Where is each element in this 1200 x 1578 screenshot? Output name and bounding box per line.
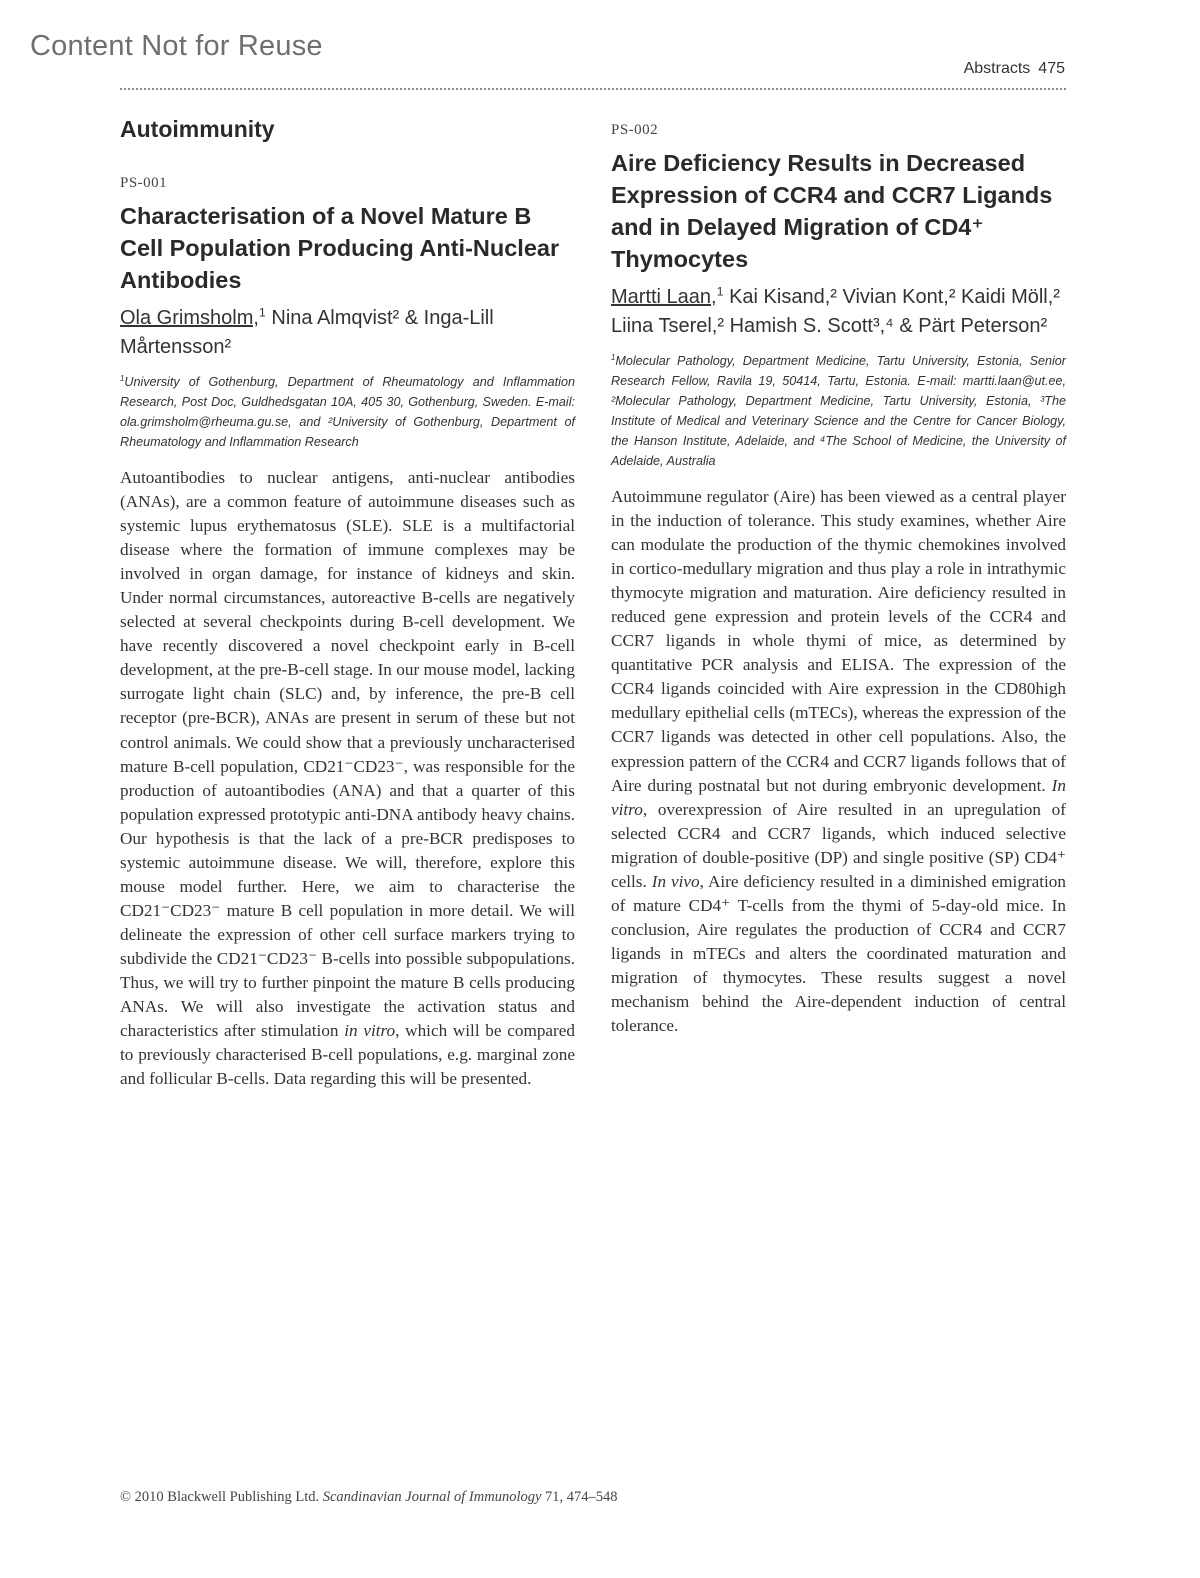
abstract-ps-001	[120, 110, 575, 1091]
page-number: 475	[1038, 60, 1065, 77]
abstract-ps-002	[611, 122, 1066, 1038]
journal-name: Scandinavian Journal of Immunology	[322, 1489, 542, 1505]
running-head	[964, 60, 1065, 78]
copyright: © 2010 Blackwell Publishing Ltd.	[120, 1489, 320, 1505]
abstract-authors: Martti Laan,$^1$ Kai Kisand,² Vivian Kont,² Kaidi Möll,² Liina Tserel,² Hamish S. Scott³,⁴ & Pärt Peterson²	[611, 284, 1060, 337]
header-rule	[120, 88, 1066, 90]
abstract-title: Aire Deficiency Results in Decreased Expression of CCR4 and CCR7 Ligands and in Delayed Migration of CD4⁺ Thymocytes	[611, 150, 1053, 272]
abstract-affiliation: $^1$University of Gothenburg, Department of Rheumatology and Inflammation Research, Post Doc, Guldhedsgatan 10A, 405 30, Gothenburg, Sweden. E-mail: ola.grimsholm@rheuma.gu.se, and ²University of Gothenburg, Department of Rheumatology and Inflammation Research	[120, 373, 575, 449]
abstract-code: PS-002	[611, 122, 659, 138]
running-head-label: Abstracts	[963, 60, 1031, 77]
presenting-author: Ola Grimsholm,	[120, 307, 259, 329]
watermark: Content Not for Reuse	[30, 30, 323, 62]
co-authors: Nina Almqvist² & Inga-Lill Mårtensson²	[120, 307, 494, 358]
abstract-affiliation: $^1$Molecular Pathology, Department Medicine, Tartu University, Estonia, Senior Research Fellow, Ravila 19, 50414, Tartu, Estonia. E-mail: martti.laan@ut.ee, ²Molecular Pathology, Department Medicine, Tartu University, Estonia, ³The Institute of Medical and Veterinary Science and the Centre for Cancer Biology, the Hanson Institute, Adelaide, and ⁴The School of Medicine, the University of Adelaide, Australia	[611, 352, 1066, 468]
page-footer	[120, 1489, 618, 1506]
abstract-authors: Ola Grimsholm,$^1$ Nina Almqvist² & Inga-Lill Mårtensson²	[120, 305, 494, 358]
abstract-code: PS-001	[120, 175, 168, 191]
co-authors: Kai Kisand,² Vivian Kont,² Kaidi Möll,² Liina Tserel,² Hamish S. Scott³,⁴ & Pärt Peterson²	[611, 286, 1060, 337]
section-heading: Autoimmunity	[120, 116, 275, 142]
abstract-body: Autoimmune regulator (Aire) has been viewed as a central player in the induction of tolerance. This study examines, whether Aire can modulate the production of the thymic chemokines involved in cortico-medullary migration and thus play a role in intrathymic thymocyte migration and maturation. Aire deficiency resulted in reduced gene expression and protein levels of the CCR4 and CCR7 ligands in whole thymi of mice, as determined by quantitative PCR analysis and ELISA. The expression of the CCR4 ligands coincided with Aire expression in the CD80high medullary epithelial cells (mTECs), whereas the expression of the CCR7 ligands was detected in other cell populations. Also, the expression pattern of the CCR4 and CCR7 ligands follows that of Aire during postnatal but not during embryonic development. In vitro, overexpression of Aire resulted in an upregulation of selected CCR4 and CCR7 ligands, which induced selective migration of double-positive (DP) and single positive (SP) CD4⁺ cells. In vivo, Aire deficiency resulted in a diminished emigration of mature CD4⁺ T-cells from the thymi of 5-day-old mice. In conclusion, Aire regulates the production of CCR4 and CCR7 ligands in mTECs and alters the coordinated maturation and migration of thymocytes. These results suggest a novel mechanism behind the Aire-dependent induction of central tolerance.	[611, 487, 1066, 1036]
abstract-body: Autoantibodies to nuclear antigens, anti-nuclear antibodies (ANAs), are a common feature of autoimmune diseases such as systemic lupus erythematosus (SLE). SLE is a multifactorial disease where the formation of immune complexes may be involved in organ damage, for instance of kidneys and skin. Under normal circumstances, autoreactive B-cells are negatively selected at several checkpoints during B-cell development. We have recently discovered a novel checkpoint early in B-cell development, at the pre-B-cell stage. In our mouse model, lacking surrogate light chain (SLC) and, by inference, the pre-B cell receptor (pre-BCR), ANAs are present in serum of these but not control animals. We could show that a previously uncharacterised mature B-cell population, CD21⁻CD23⁻, was responsible for the production of autoantibodies (ANA) and that a quarter of this population expressed prototypic anti-DNA antibody heavy chains. Our hypothesis is that the lack of a pre-BCR predisposes to systemic autoimmune disease. We will, therefore, explore this mouse model further. Here, we aim to characterise the CD21⁻CD23⁻ mature B cell population in more detail. We will delineate the expression of other cell surface markers trying to subdivide the CD21⁻CD23⁻ B-cells into possible subpopulations. Thus, we will try to further pinpoint the mature B cells producing ANAs. We will also investigate the activation status and characteristics after stimulation in vitro, which will be compared to previously characterised B-cell populations, e.g. marginal zone and follicular B-cells. Data regarding this will be presented.	[120, 468, 575, 1089]
citation: 71, 474–548	[545, 1489, 618, 1505]
presenting-author: Martti Laan,	[611, 286, 717, 308]
abstract-title: Characterisation of a Novel Mature B Cell Population Producing Anti-Nuclear Antibodies	[120, 203, 560, 293]
